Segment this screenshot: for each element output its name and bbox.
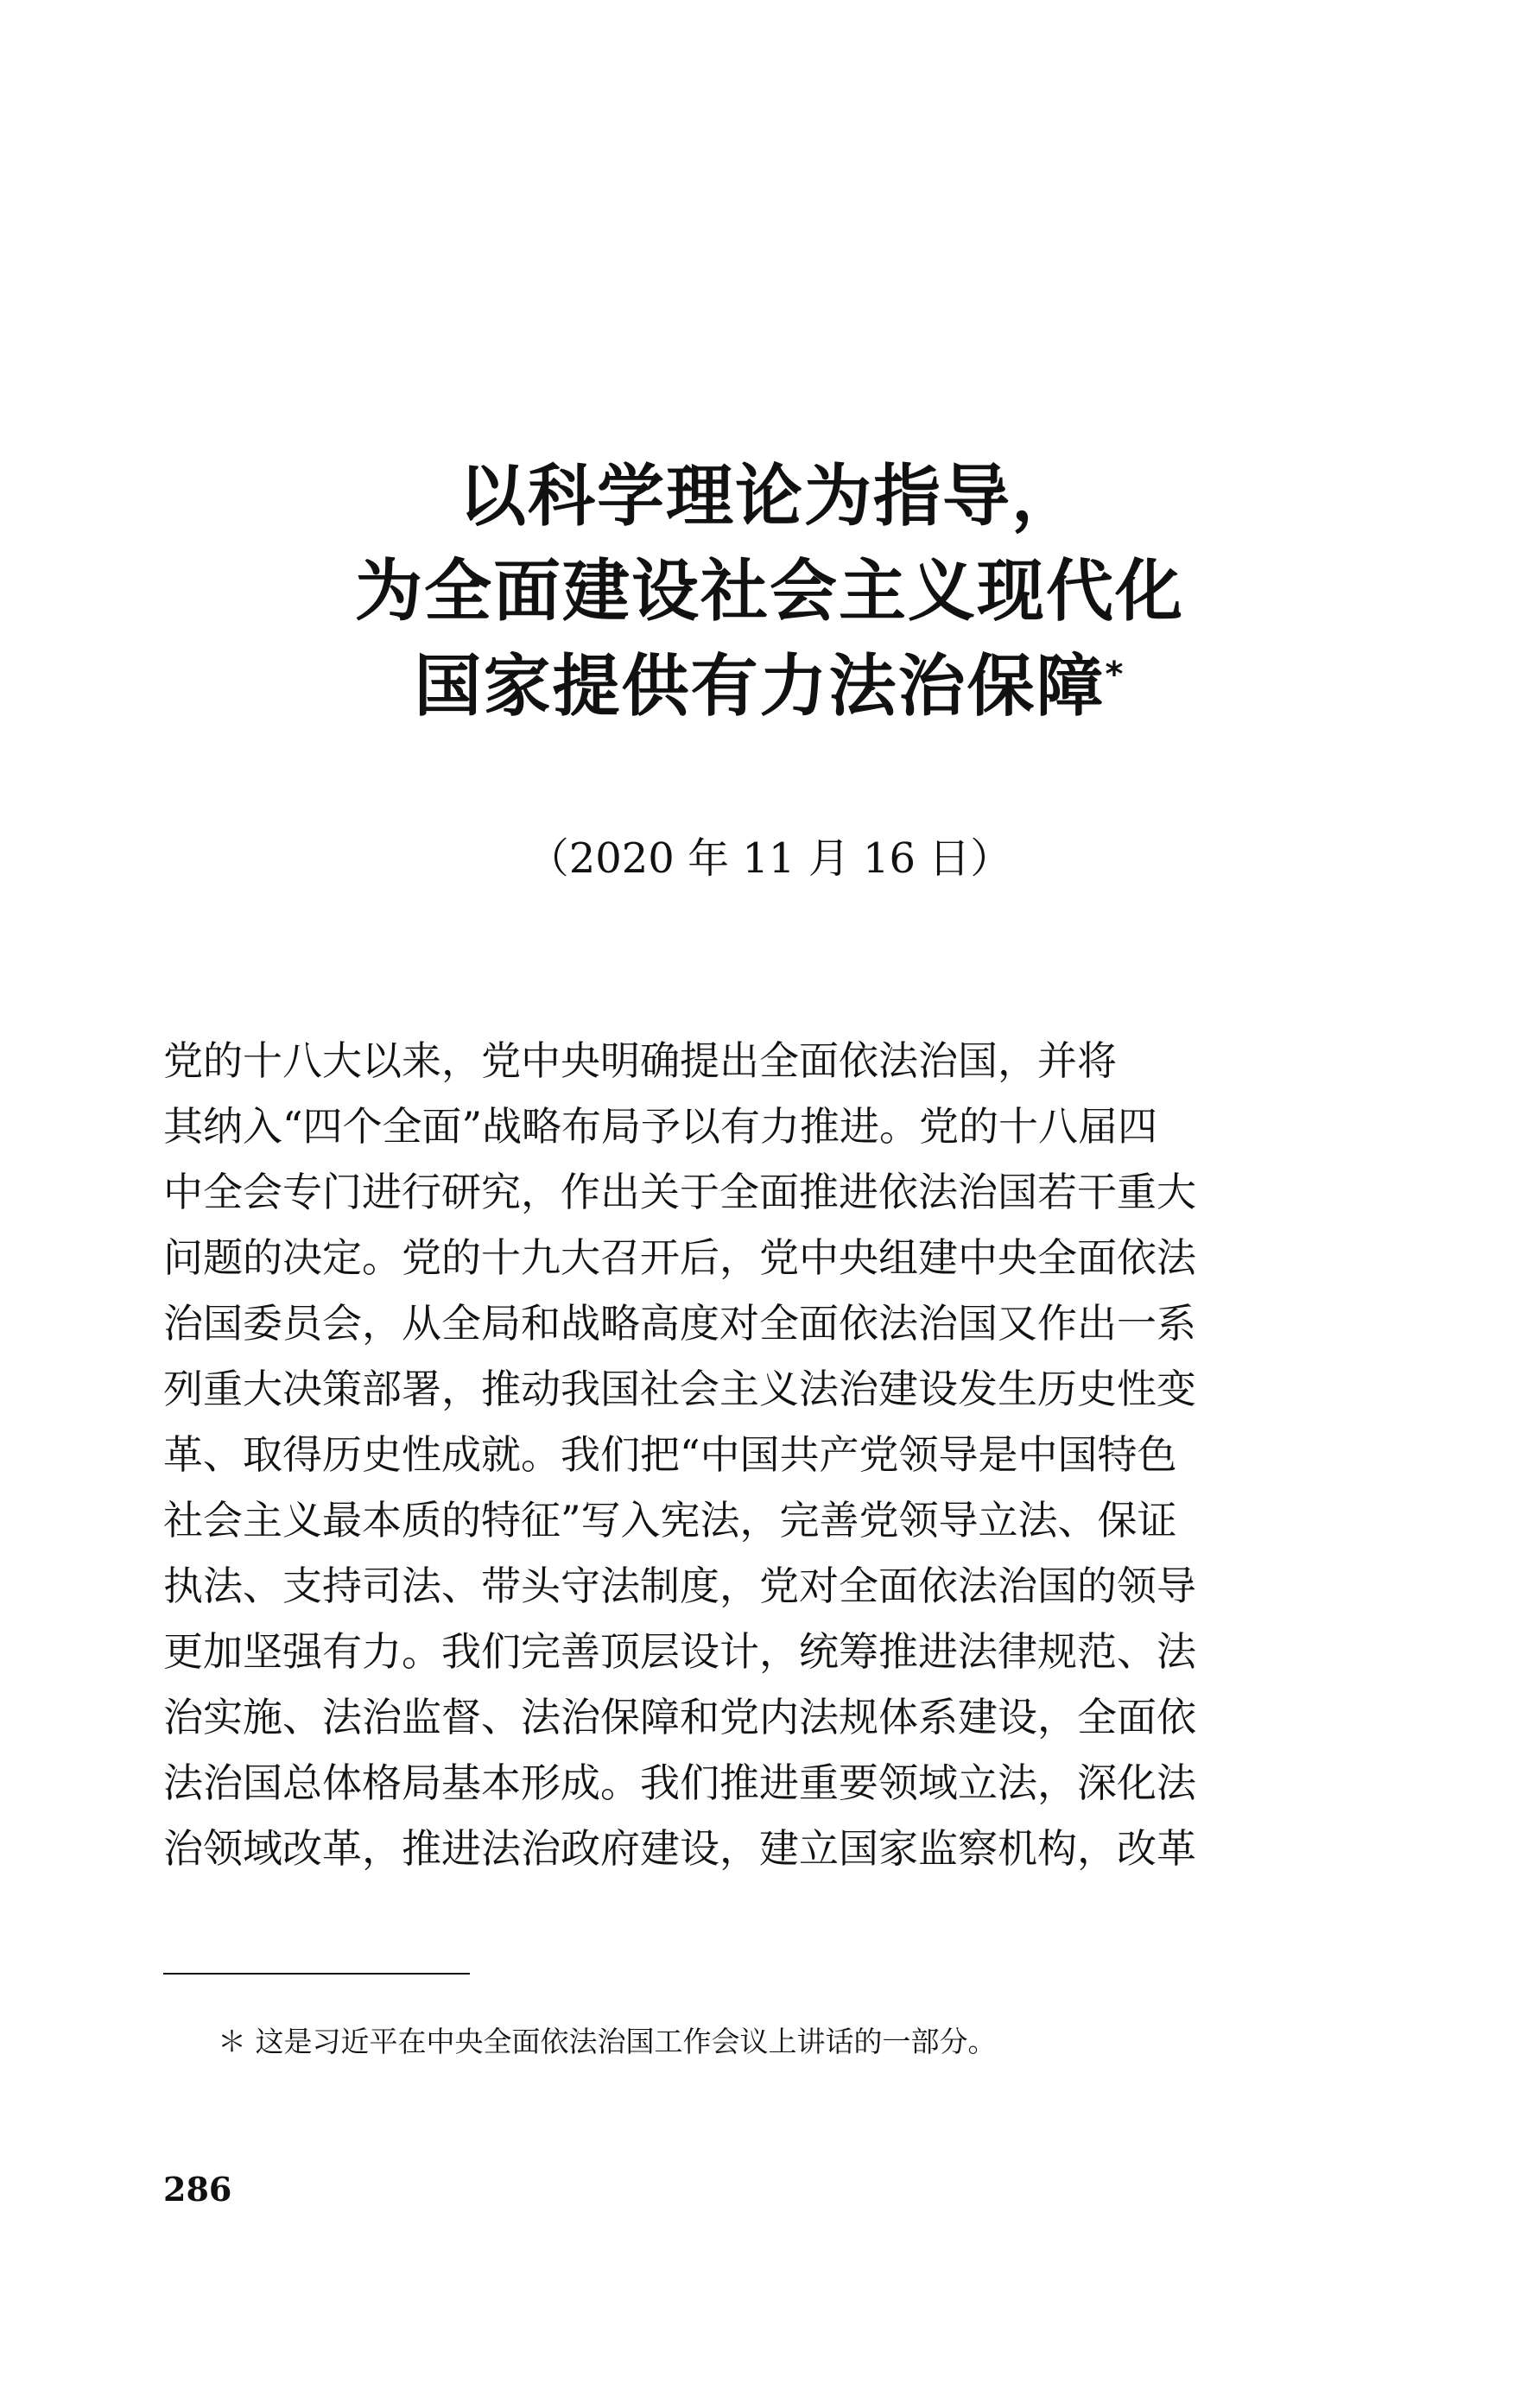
body-line: 其纳入“四个全面”战略布局予以有力推进。党的十八届四 <box>163 1103 1158 1150</box>
body-line: 治实施、法治监督、法治保障和党内法规体系建设，全面依 <box>163 1694 1196 1740</box>
body-line: 中全会专门进行研究，作出关于全面推进依法治国若干重大 <box>163 1169 1196 1215</box>
title-line-1: 以科学理论为指导， <box>458 458 1081 536</box>
title-line-2: 为全面建设社会主义现代化 <box>354 553 1184 631</box>
title-footnote-mark: * <box>1105 655 1125 694</box>
body-line: 法治国总体格局基本形成。我们推进重要领域立法，深化法 <box>163 1759 1196 1806</box>
article-title <box>165 449 1374 734</box>
body-paragraph <box>163 1028 1329 1881</box>
body-line: 问题的决定。党的十九大召开后，党中央组建中央全面依法 <box>163 1234 1196 1281</box>
page-number: 286 <box>163 2170 232 2209</box>
article-date: （2020 年 11 月 16 日） <box>527 834 1012 883</box>
body-line: 治国委员会，从全局和战略高度对全面依法治国又作出一系 <box>163 1300 1196 1347</box>
footnote: ＊ 这是习近平在中央全面依法治国工作会议上讲话的一部分。 <box>218 2025 997 2058</box>
body-line: 治领域改革，推进法治政府建设，建立国家监察机构，改革 <box>163 1825 1196 1872</box>
title-line-3 <box>165 639 1374 734</box>
body-line: 革、取得历史性成就。我们把“中国共产党领导是中国特色 <box>163 1431 1177 1478</box>
title-line-3-text: 国家提供有力法治保障 <box>414 648 1106 726</box>
body-line: 执法、支持司法、带头守法制度，党对全面依法治国的领导 <box>163 1563 1196 1609</box>
body-line: 党的十八大以来，党中央明确提出全面依法治国，并将 <box>163 1037 1117 1084</box>
body-line: 更加坚强有力。我们完善顶层设计，统筹推进法律规范、法 <box>163 1628 1196 1675</box>
body-line: 列重大决策部署，推动我国社会主义法治建设发生历史性变 <box>163 1366 1196 1412</box>
body-line: 社会主义最本质的特征”写入宪法，完善党领导立法、保证 <box>163 1497 1177 1544</box>
footnote-divider <box>163 1973 470 1975</box>
